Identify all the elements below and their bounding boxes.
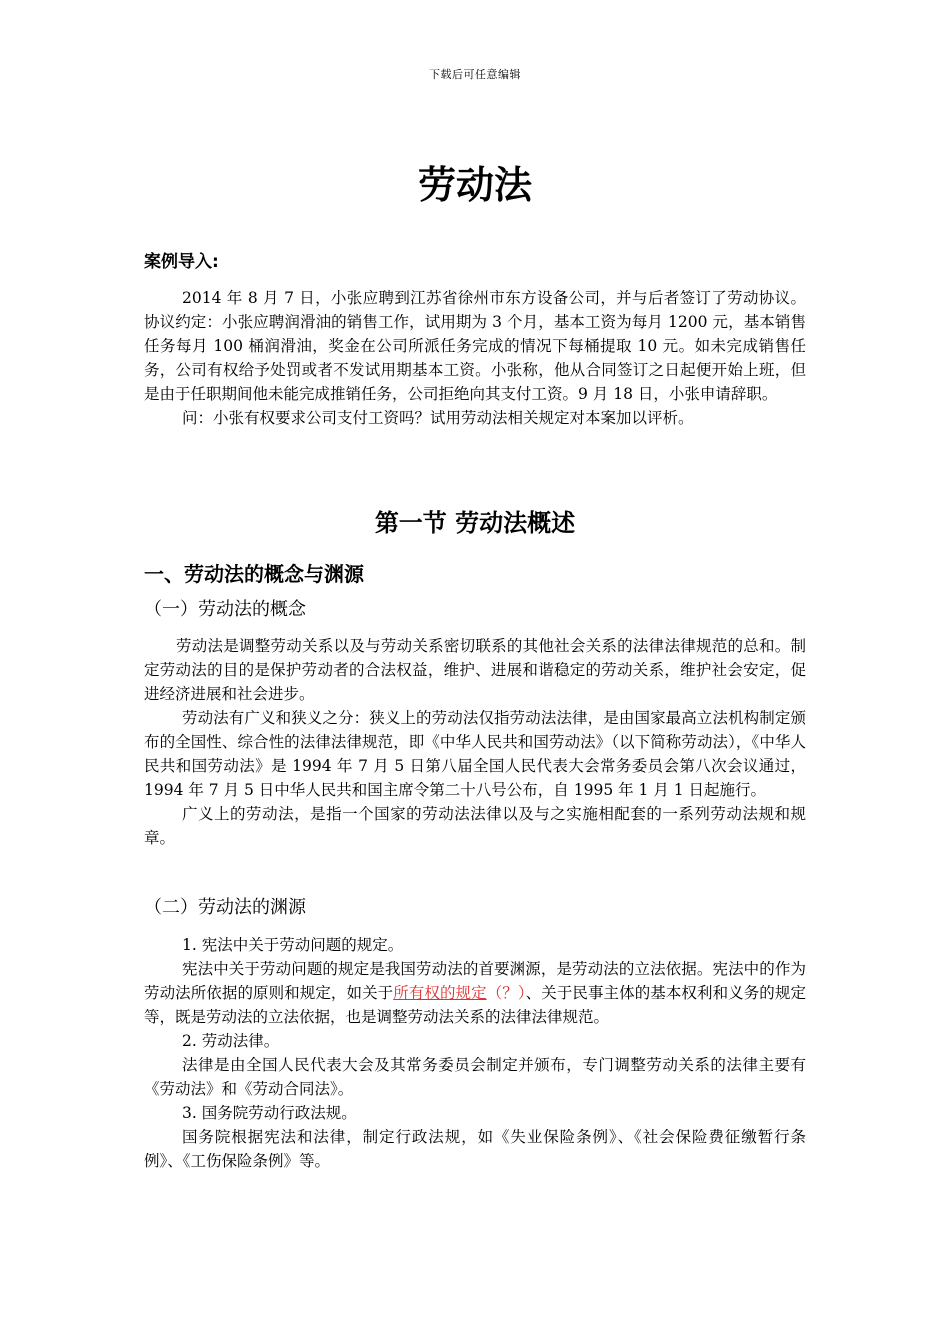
source-item-2-paragraph: 法律是由全国人民代表大会及其常务委员会制定并颁布，专门调整劳动关系的法律主要有《劳动法》和《劳动合同法》。 bbox=[144, 1056, 806, 1098]
source-item-2: 2. 劳动法律。 bbox=[182, 1032, 280, 1050]
case-heading: 案例导入: bbox=[144, 252, 219, 272]
header-note: 下载后可任意编辑 bbox=[429, 68, 521, 81]
source-item-3-paragraph: 国务院根据宪法和法律，制定行政法规，如《失业保险条例》、《社会保险费征缴暂行条例》、《工伤保险条例》等。 bbox=[144, 1128, 806, 1170]
case-question: 问：小张有权要求公司支付工资吗？试用劳动法相关规定对本案加以评析。 bbox=[182, 409, 694, 427]
concept-paragraph-1: 劳动法是调整劳动关系以及与劳动关系密切联系的其他社会关系的法律法律规范的总和。制定劳动法的目的是保护劳动者的合法权益，维护、进展和谐稳定的劳动关系，维护社会安定，促进经济进展和社会进步。 bbox=[144, 637, 806, 703]
concept-paragraph-2: 劳动法有广义和狭义之分：狭义上的劳动法仅指劳动法法律，是由国家最高立法机构制定颁布的全国性、综合性的法律法律规范，即《中华人民共和国劳动法》（以下简称劳动法），《中华人民共和国劳动法》是 1994 年 7 月 5 日第八届全国人民代表大会常务委员会第八次会议通过，1994 年 7 月 5 日中华人民共和国主席令第二十八号公布，自 1995 年 1 月 1 日起施行。 bbox=[144, 709, 806, 799]
case-paragraph: 2014 年 8 月 7 日，小张应聘到江苏省徐州市东方设备公司，并与后者签订了劳动协议。协议约定：小张应聘润滑油的销售工作，试用期为 3 个月，基本工资为每月 1200 元，基本销售任务每月 100 桶润滑油，奖金在公司所派任务完成的情况下每桶提取 10 元。如未完成销售任务，公司有权给予处罚或者不发试用期基本工资。小张称，他从合同签订之日起便开始上班，但是由于任职期间他未能完成推销任务，公司拒绝向其支付工资。9 月 18 日，小张申请辞职。 bbox=[144, 289, 806, 403]
ownership-link[interactable]: 所有权的规定 bbox=[393, 984, 487, 1002]
source-item-1-text-b: 、关于民事主体的基本权利和义务的规定等，既是劳动法的立法依据，也是调整劳动法关系的法律法律规范。 bbox=[144, 984, 806, 1026]
document-title: 劳动法 bbox=[417, 163, 532, 207]
sources-heading: （二）劳动法的渊源 bbox=[144, 897, 306, 918]
source-item-1: 1. 宪法中关于劳动问题的规定。 bbox=[182, 936, 404, 954]
source-item-3: 3. 国务院劳动行政法规。 bbox=[182, 1104, 357, 1122]
source-item-1-text-a: 宪法中关于劳动问题的规定是我国劳动法的首要渊源，是劳动法的立法依据。宪法中的作为劳动法所依据的原则和规定，如关于 bbox=[144, 960, 806, 1002]
question-mark-note: （？） bbox=[486, 984, 526, 1002]
concept-paragraph-3: 广义上的劳动法，是指一个国家的劳动法法律以及与之实施相配套的一系列劳动法规和规章。 bbox=[144, 805, 806, 847]
case-body bbox=[144, 286, 806, 430]
concept-body bbox=[144, 634, 806, 850]
sources-body bbox=[144, 933, 806, 1173]
subsection-heading: 一、劳动法的概念与渊源 bbox=[144, 562, 364, 586]
source-item-1-paragraph bbox=[144, 957, 806, 1029]
section-title: 第一节 劳动法概述 bbox=[374, 509, 576, 537]
concept-heading: （一）劳动法的概念 bbox=[144, 599, 306, 620]
